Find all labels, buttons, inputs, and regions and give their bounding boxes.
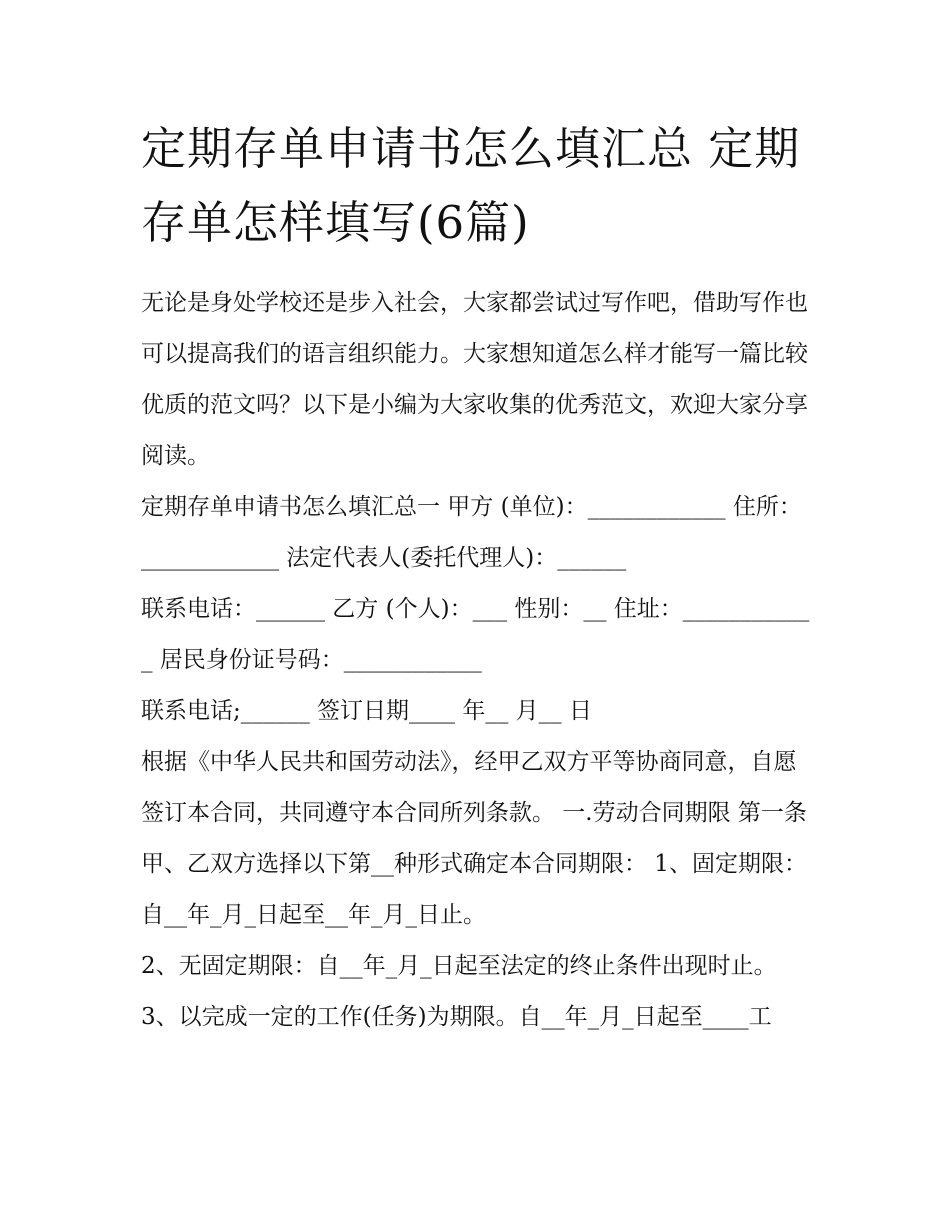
signing-date-paragraph: 联系电话;______ 签订日期____ 年__ 月__ 日: [141, 698, 592, 724]
labor-law-paragraph: 根据《中华人民共和国劳动法》，经甲乙双方平等协商同意，自愿签订本合同，共同遵守本合同所列条款。 一.劳动合同期限 第一条: [141, 749, 807, 826]
intro-paragraph: 无论是身处学校还是步入社会，大家都尝试过写作吧，借助写作也可以提高我们的语言组织能力。大家想知道怎么样才能写一篇比较优质的范文吗？以下是小编为大家收集的优秀范文，欢迎大家分享阅读。: [141, 290, 808, 469]
document-title: 定期存单申请书怎么填汇总 定期存单怎样填写(6篇): [141, 122, 801, 249]
document-page: [141, 112, 813, 1043]
contract-term-paragraph: 甲、乙双方选择以下第__种形式确定本合同期限： 1、固定期限：自__年_月_日起至__年_月_日止。: [141, 851, 807, 928]
task-term-paragraph: 3、以完成一定的工作(任务)为期限。自__年_月_日起至____工: [141, 1004, 772, 1030]
no-fixed-term-paragraph: 2、无固定期限：自__年_月_日起至法定的终止条件出现时止。: [141, 953, 777, 979]
party-b-paragraph: 联系电话：______ 乙方 (个人)：___ 性别：__ 住址：____________ 居民身份证号码：____________: [141, 596, 810, 673]
party-a-paragraph: 定期存单申请书怎么填汇总一 甲方 (单位)：____________ 住所：____________ 法定代表人(委托代理人)：______: [141, 494, 802, 571]
